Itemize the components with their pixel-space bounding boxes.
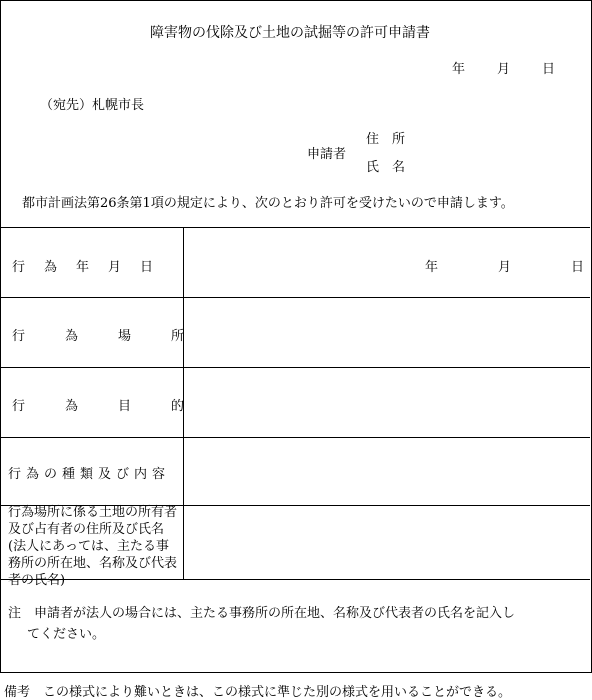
row-label-date (12, 256, 172, 275)
date-month-label: 月 (497, 62, 511, 77)
applicant-name-label: 氏 名 (366, 160, 406, 175)
table-top-line (0, 227, 590, 228)
date-day-label: 日 (542, 62, 556, 77)
date-year-label: 年 (452, 62, 466, 77)
row-divider (0, 367, 590, 368)
row-label-text: 行為の種類及び内容 (8, 467, 171, 482)
row-value-year: 年 (425, 260, 439, 275)
applicant-label: 申請者 (307, 147, 347, 162)
note-line-2: てください。 (27, 627, 106, 642)
statement: 都市計画法第26条第1項の規定により、次のとおり許可を受けたいので申請します。 (22, 196, 514, 211)
applicant-address-label: 住 所 (366, 132, 406, 147)
row-label-place (12, 325, 224, 344)
row-value-month: 月 (498, 260, 512, 275)
row-divider (0, 297, 590, 298)
addressee: （宛先）札幌市長 (40, 98, 145, 113)
row-divider (0, 437, 590, 438)
row-label-purpose (12, 395, 224, 414)
row-label-owner: 行為場所に係る土地の所有者及び占有者の住所及び氏名(法人にあっては、主たる事務所の所在地、名称及び代表者の氏名) (8, 505, 178, 588)
row-label-text: 行為目的 (12, 399, 225, 414)
remarks: 備考 この様式により難いときは、この様式に準じた別の様式を用いることができる。 (4, 685, 512, 700)
row-label-type (8, 463, 170, 482)
note-line-1: 注 申請者が法人の場合には、主たる事務所の所在地、名称及び代表者の氏名を記入し (8, 606, 516, 621)
note (8, 603, 582, 645)
row-label-text: 行為年月日 (12, 260, 173, 275)
form-title: 障害物の伐除及び土地の試掘等の許可申請書 (150, 25, 430, 41)
row-value-day: 日 (571, 260, 585, 275)
row-label-text: 行為場所 (12, 329, 225, 344)
